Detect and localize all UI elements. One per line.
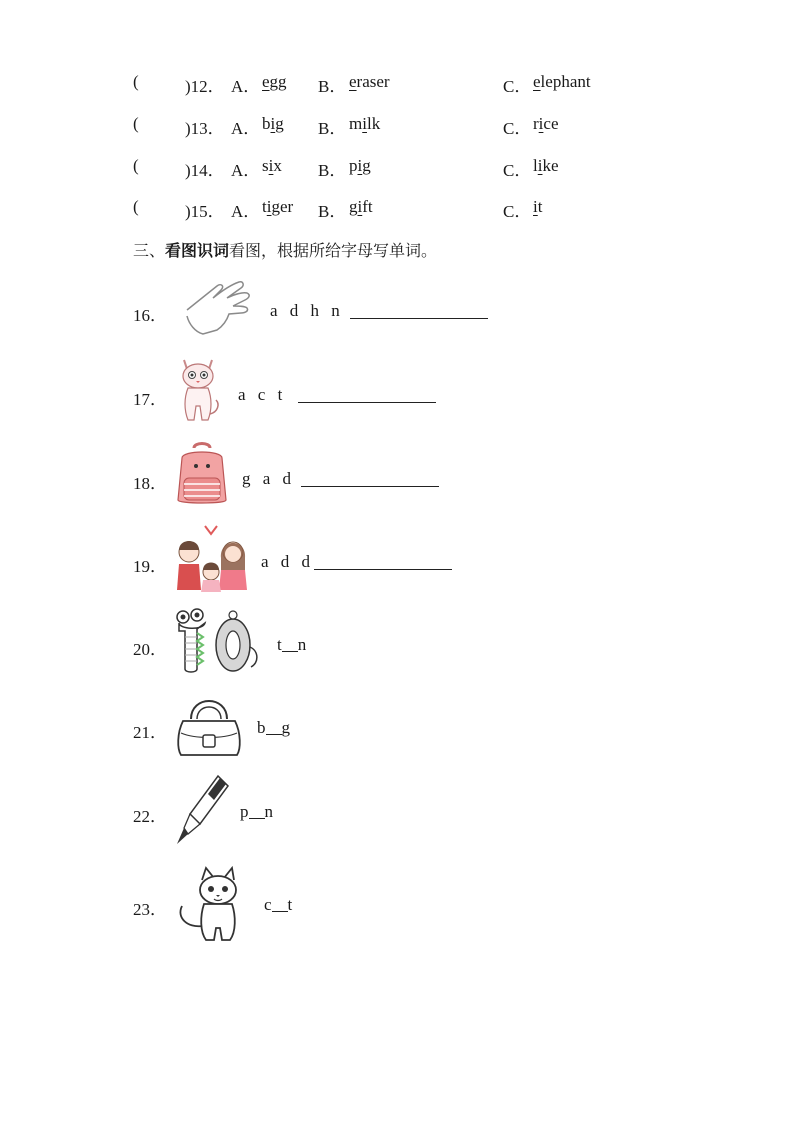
option-b-word-part: g [349, 197, 358, 216]
option-a-word-part: x [273, 156, 282, 175]
answer-blank[interactable] [145, 114, 183, 132]
section-title-bold: 看图识词 [165, 241, 230, 260]
option-c-word-part: ke [542, 156, 559, 175]
item-22-pre: p [240, 802, 249, 821]
option-a-word [262, 156, 282, 175]
option-b-word-part: p [349, 156, 358, 175]
answer-blank[interactable] [145, 156, 183, 174]
question-number: )14． [185, 161, 225, 180]
item-20-answer-blank[interactable] [282, 637, 298, 652]
option-a-label: A． [231, 119, 261, 138]
item-22-line [240, 802, 273, 822]
answer-paren-open: ( [133, 197, 139, 216]
number-ten-icon [175, 607, 261, 675]
item-22-post: n [264, 802, 273, 821]
option-c-word-part: i [537, 156, 543, 175]
item-21-post: g [281, 718, 290, 737]
option-a-word-part: i [266, 197, 272, 216]
answer-paren-open: ( [133, 114, 139, 133]
question-number: )13． [185, 119, 225, 138]
item-20-post: n [297, 635, 307, 654]
question-number: )12． [185, 77, 225, 96]
option-b-word-part: lk [366, 114, 381, 133]
item-19-answer-blank[interactable] [314, 553, 452, 570]
option-b-word [349, 156, 371, 175]
item-18-answer-blank[interactable] [301, 470, 439, 487]
answer-blank[interactable] [145, 197, 183, 215]
option-c [533, 197, 542, 217]
option-c-label: C． [503, 119, 532, 138]
pen-icon [174, 774, 230, 846]
item-19-line [261, 552, 452, 572]
option-a-label: A． [231, 77, 261, 96]
option-b [349, 197, 373, 217]
family-icon [175, 524, 251, 594]
option-a-word [262, 197, 293, 216]
option-b [349, 72, 390, 92]
answer-blank[interactable] [145, 72, 183, 90]
option-c-label: C． [503, 161, 532, 180]
option-b-label: B． [318, 202, 347, 221]
option-a-word-part: i [270, 114, 276, 133]
option-c [533, 114, 559, 134]
item-23-answer-blank[interactable] [272, 897, 288, 912]
item-17-letters: a c t [238, 385, 287, 404]
option-c-word [533, 197, 542, 216]
option-b-word-part: ft [362, 197, 373, 216]
option-c-word-part: i [538, 114, 544, 133]
option-a-word-part: s [262, 156, 269, 175]
option-a-word-part: ger [271, 197, 294, 216]
option-b-word [349, 114, 380, 133]
option-c [533, 156, 559, 176]
answer-paren-open: ( [133, 72, 139, 91]
option-b-word-part: m [349, 114, 363, 133]
item-17-number: 17． [133, 390, 167, 409]
item-20-number: 20． [133, 640, 167, 659]
item-16-line [270, 301, 488, 321]
option-b-word-part: i [357, 156, 363, 175]
option-c-word [533, 156, 559, 175]
option-b-word-part: i [362, 114, 367, 133]
option-a-word-part: g [275, 114, 284, 133]
option-c-word [533, 114, 559, 133]
section-instruction: 看图，根据所给字母写单词。 [229, 241, 438, 260]
option-a-word-part: e [262, 72, 270, 91]
cat-outline-icon [172, 866, 254, 946]
option-a-label: A． [231, 202, 261, 221]
option-a-word [262, 114, 284, 133]
item-17-answer-blank[interactable] [298, 386, 436, 403]
option-a-word [262, 72, 287, 91]
option-a [262, 72, 287, 92]
option-a-label: A． [231, 161, 261, 180]
option-a-word-part: t [262, 197, 267, 216]
item-16-letters: a d h n [270, 301, 344, 320]
item-19-letters: a d d [261, 552, 315, 571]
option-c-word-part: e [533, 72, 541, 91]
option-b-word [349, 72, 390, 91]
item-21-pre: b [257, 718, 266, 737]
option-b-word-part: raser [356, 72, 390, 91]
option-b [349, 114, 380, 134]
item-16-answer-blank[interactable] [350, 302, 488, 319]
option-b [349, 156, 371, 176]
item-21-line [257, 718, 290, 738]
item-16-number: 16． [133, 306, 167, 325]
option-c [533, 72, 591, 92]
item-23-line [264, 895, 292, 915]
option-b-word-part: e [349, 72, 357, 91]
section-prefix: 三、 [133, 241, 166, 260]
option-a-word-part: b [262, 114, 271, 133]
answer-paren-open: ( [133, 156, 139, 175]
handbag-icon [175, 693, 243, 759]
section-title [133, 238, 437, 261]
item-18-line [242, 469, 439, 489]
option-c-word-part: ce [543, 114, 559, 133]
option-b-word [349, 197, 373, 216]
option-b-label: B． [318, 77, 347, 96]
option-b-label: B． [318, 161, 347, 180]
item-19-number: 19． [133, 557, 167, 576]
option-a-word-part: gg [269, 72, 287, 91]
item-23-post: t [287, 895, 293, 914]
backpack-icon [172, 440, 232, 508]
item-18-letters: g a d [242, 469, 296, 488]
item-22-number: 22． [133, 807, 167, 826]
item-22-answer-blank[interactable] [249, 804, 265, 819]
item-18-number: 18． [133, 474, 167, 493]
option-b-label: B． [318, 119, 347, 138]
option-a [262, 114, 284, 134]
item-23-number: 23． [133, 900, 167, 919]
option-c-word [533, 72, 591, 91]
option-c-word-part: r [533, 114, 539, 133]
option-c-label: C． [503, 202, 532, 221]
item-20-line [277, 635, 306, 655]
cat-icon [174, 354, 222, 426]
item-21-number: 21． [133, 723, 167, 742]
item-23-pre: c [264, 895, 272, 914]
option-c-word-part: l [533, 156, 538, 175]
item-20-pre: t [277, 635, 282, 654]
option-b-word-part: i [357, 197, 363, 216]
option-a [262, 156, 282, 176]
option-c-word-part: t [537, 197, 543, 216]
question-number: )15． [185, 202, 225, 221]
option-b-word-part: g [362, 156, 371, 175]
item-21-answer-blank[interactable] [266, 720, 282, 735]
option-a-word-part: i [268, 156, 274, 175]
option-c-word-part: i [533, 197, 538, 216]
option-a [262, 197, 293, 217]
option-c-word-part: lephant [540, 72, 591, 91]
item-17-line [238, 385, 436, 405]
option-c-label: C． [503, 77, 532, 96]
hand-icon [183, 276, 255, 336]
